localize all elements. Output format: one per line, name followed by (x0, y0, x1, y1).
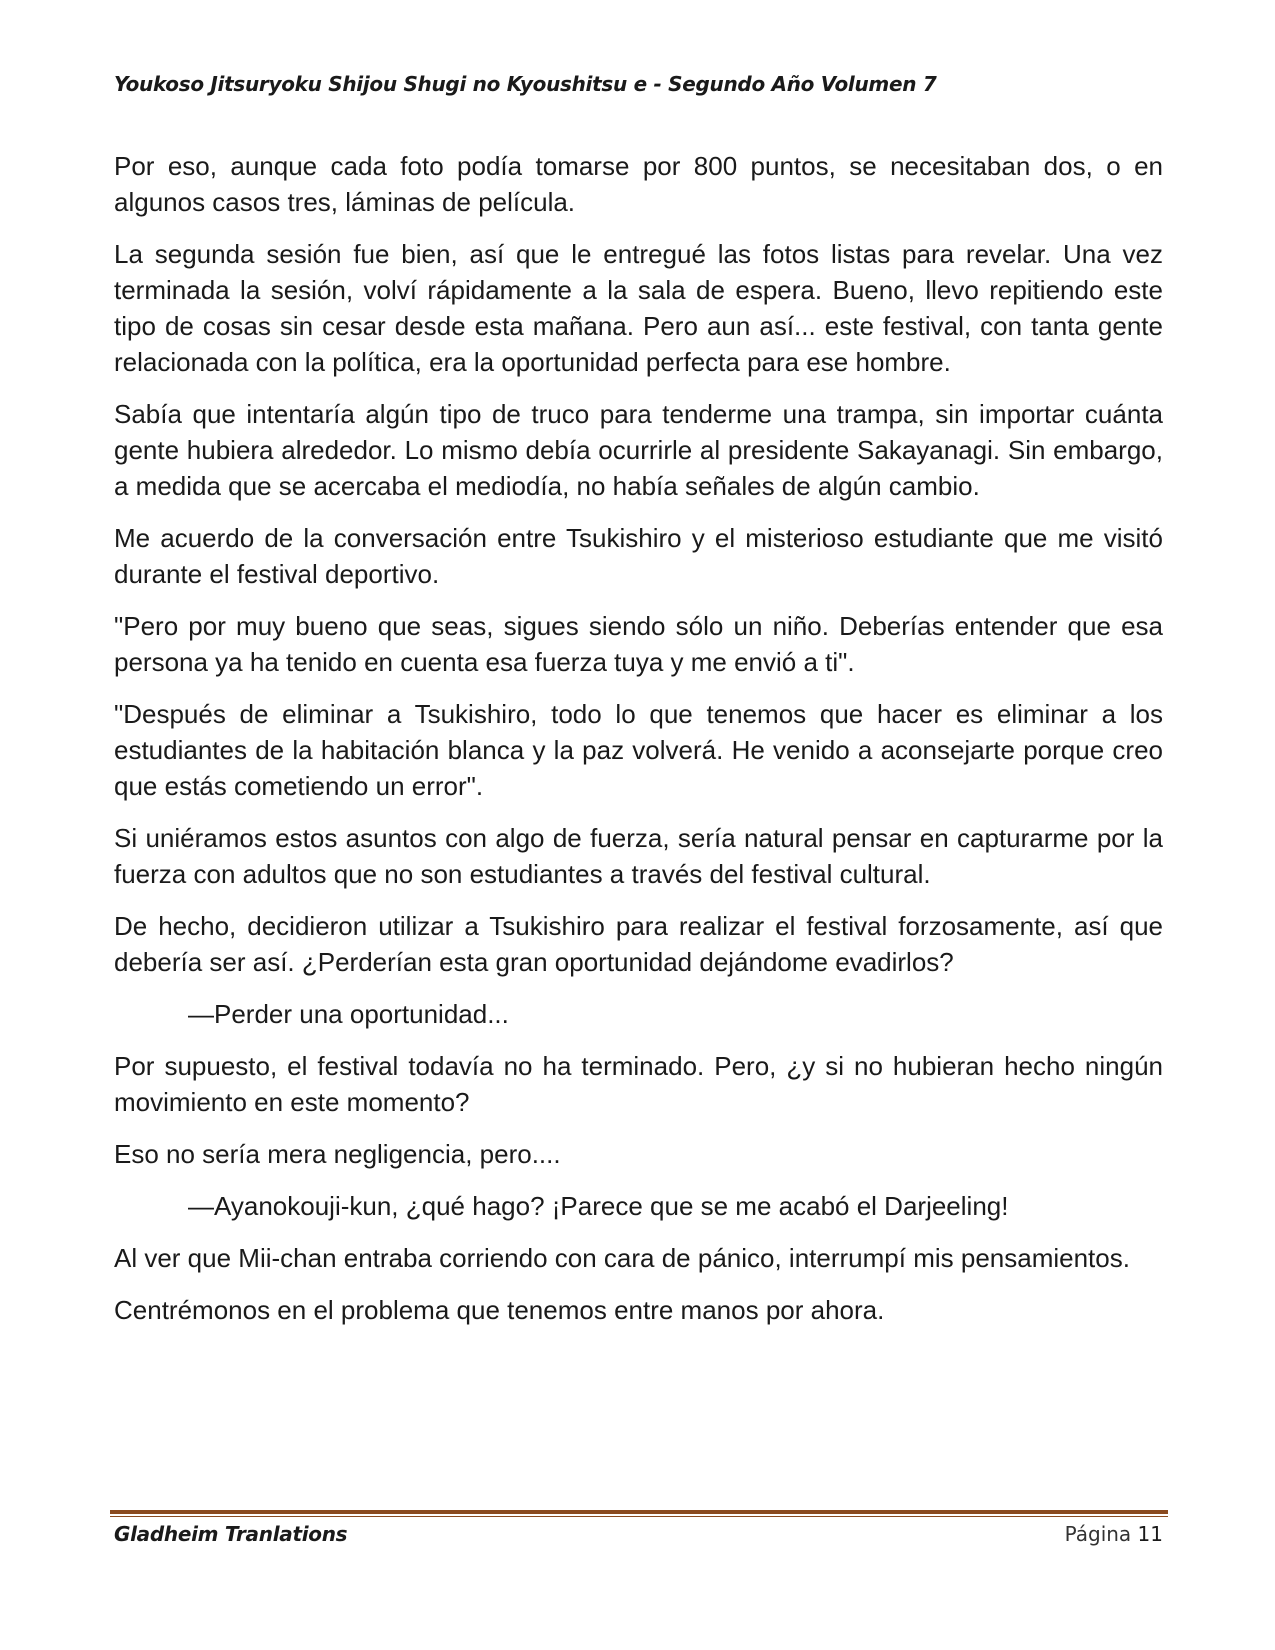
page-label: Página (1064, 1522, 1132, 1546)
paragraph: De hecho, decidieron utilizar a Tsukishiro para realizar el festival forzosamente, así que debería ser así. ¿Perderían esta gran oportunidad dejándome evadirlos? (114, 911, 1163, 977)
footer-publisher: Gladheim Tranlations (114, 1522, 348, 1546)
dialogue-line: —Perder una oportunidad... (188, 999, 509, 1029)
paragraph: Me acuerdo de la conversación entre Tsukishiro y el misterioso estudiante que me visitó durante el festival deportivo. (114, 523, 1163, 589)
paragraph: Sabía que intentaría algún tipo de truco para tenderme una trampa, sin importar cuánta gente hubiera alrededor. Lo mismo debía ocurrirle al presidente Sakayanagi. Sin embargo, a medida que se acercaba el mediodía, no había señales de algún cambio. (114, 399, 1163, 501)
paragraph: Por eso, aunque cada foto podía tomarse por 800 puntos, se necesitaban dos, o en algunos casos tres, láminas de película. (114, 151, 1163, 217)
paragraph: Eso no sería mera negligencia, pero.... (114, 1139, 561, 1169)
dialogue-line: —Ayanokouji-kun, ¿qué hago? ¡Parece que se me acabó el Darjeeling! (188, 1191, 1009, 1221)
paragraph: "Después de eliminar a Tsukishiro, todo lo que tenemos que hacer es eliminar a los estudiantes de la habitación blanca y la paz volverá. He venido a aconsejarte porque creo que estás cometiendo un error". (114, 699, 1163, 801)
paragraph: "Pero por muy bueno que seas, sigues siendo sólo un niño. Deberías entender que esa persona ya ha tenido en cuenta esa fuerza tuya y me envió a ti". (114, 611, 1163, 677)
document-body (114, 148, 1163, 1344)
paragraph: Si uniéramos estos asuntos con algo de fuerza, sería natural pensar en capturarme por la fuerza con adultos que no son estudiantes a través del festival cultural. (114, 823, 1163, 889)
page-number: 11 (1137, 1522, 1163, 1546)
footer-divider-thick (110, 1510, 1168, 1514)
paragraph: La segunda sesión fue bien, así que le entregué las fotos listas para revelar. Una vez terminada la sesión, volví rápidamente a la sala de espera. Bueno, llevo repitiendo este tipo de cosas sin cesar desde esta mañana. Pero aun así... este festival, con tanta gente relacionada con la política, era la oportunidad perfecta para ese hombre. (114, 239, 1163, 377)
paragraph: Centrémonos en el problema que tenemos entre manos por ahora. (114, 1295, 885, 1325)
paragraph: Al ver que Mii-chan entraba corriendo con cara de pánico, interrumpí mis pensamientos. (114, 1243, 1130, 1273)
footer-divider-thin (110, 1516, 1168, 1517)
paragraph: Por supuesto, el festival todavía no ha terminado. Pero, ¿y si no hubieran hecho ningún movimiento en este momento? (114, 1051, 1163, 1117)
footer-page-indicator (1065, 1522, 1163, 1546)
page-header-title: Youkoso Jitsuryoku Shijou Shugi no Kyoushitsu e - Segundo Año Volumen 7 (114, 72, 937, 96)
